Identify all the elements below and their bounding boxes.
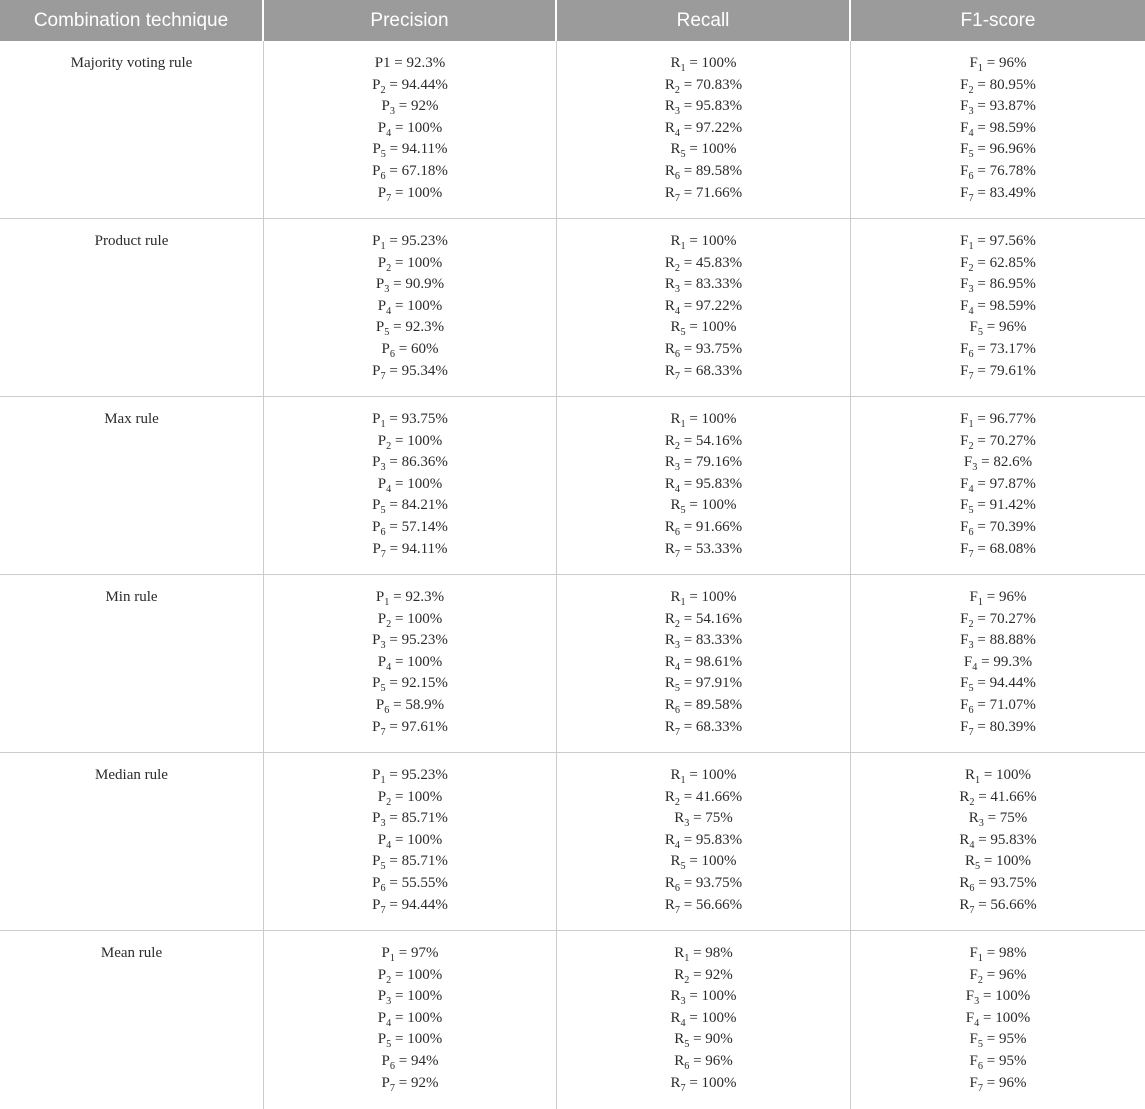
metric-line: $P_5 = 84.21\%$ bbox=[372, 497, 448, 517]
metric-line: $F_2 = 80.95\%$ bbox=[960, 76, 1036, 96]
metric-line: $P_5 = 92.3\%$ bbox=[375, 319, 445, 339]
metric-line: $R_3 = 83.33\%$ bbox=[664, 276, 743, 296]
metric-line: $R_2 = 92\%$ bbox=[674, 966, 733, 986]
metric-line: $P_7 = 92\%$ bbox=[381, 1074, 439, 1094]
metric-line: $P_7 = 94.44\%$ bbox=[372, 896, 448, 916]
metric-line: $F_5 = 94.44\%$ bbox=[960, 675, 1036, 695]
metric-line: $P_6 = 55.55\%$ bbox=[372, 874, 448, 894]
metric-line: $F_2 = 62.85\%$ bbox=[960, 254, 1036, 274]
metric-line: $F_5 = 91.42\%$ bbox=[960, 497, 1036, 517]
metric-line: $F_1 = 98\%$ bbox=[969, 945, 1027, 964]
technique-cell bbox=[0, 219, 264, 396]
metric-line: $R_4 = 97.22\%$ bbox=[664, 297, 743, 317]
metric-line: $P_1 = 95.23\%$ bbox=[372, 233, 448, 252]
metric-line: $P_1 = 97\%$ bbox=[381, 945, 439, 964]
metric-line: $F_1 = 96\%$ bbox=[969, 55, 1027, 74]
recall-cell bbox=[557, 575, 851, 752]
metric-line: $F_4 = 97.87\%$ bbox=[960, 475, 1036, 495]
recall-cell bbox=[557, 753, 851, 930]
metric-line: $P_3 = 86.36\%$ bbox=[372, 454, 448, 474]
metric-line: $P_2 = 100\%$ bbox=[377, 254, 443, 274]
technique-cell bbox=[0, 397, 264, 574]
metric-line: $F_4 = 98.59\%$ bbox=[960, 119, 1036, 139]
table-body bbox=[0, 41, 1145, 1109]
metric-line: $R_2 = 70.83\%$ bbox=[664, 76, 743, 96]
f1-score-cell bbox=[851, 41, 1145, 218]
table-row bbox=[0, 219, 1145, 397]
metric-line: $P_5 = 92.15\%$ bbox=[372, 675, 448, 695]
metric-line: $R_1 = 100\%$ bbox=[670, 411, 737, 430]
metric-line: $P_5 = 85.71\%$ bbox=[372, 853, 448, 873]
metric-line: $P_2 = 100\%$ bbox=[377, 432, 443, 452]
metric-line: $R_2 = 45.83\%$ bbox=[664, 254, 743, 274]
table-header-row bbox=[0, 0, 1145, 41]
metric-line: $R_1 = 98\%$ bbox=[674, 945, 733, 964]
metric-line: $F_2 = 96\%$ bbox=[969, 966, 1027, 986]
metric-line: $R_4 = 98.61\%$ bbox=[664, 653, 743, 673]
metric-line: $F_4 = 99.3\%$ bbox=[963, 653, 1033, 673]
header-f1-score: F1-score bbox=[851, 0, 1145, 41]
technique-cell bbox=[0, 931, 264, 1109]
metric-line: $R_5 = 100\%$ bbox=[670, 319, 737, 339]
metric-line: $R_5 = 100\%$ bbox=[670, 497, 737, 517]
metric-line: $P_6 = 60\%$ bbox=[381, 340, 439, 360]
metric-line: $F_6 = 70.39\%$ bbox=[960, 518, 1036, 538]
metric-line: $R_5 = 100\%$ bbox=[964, 853, 1032, 873]
metric-line: $F_6 = 95\%$ bbox=[969, 1052, 1027, 1072]
table-row bbox=[0, 397, 1145, 575]
metric-line: $P_7 = 97.61\%$ bbox=[372, 718, 448, 738]
metric-line: $R_7 = 68.33\%$ bbox=[664, 718, 743, 738]
metric-line: $P_1 = 93.75\%$ bbox=[372, 411, 448, 430]
metric-line: $R_1 = 100\%$ bbox=[964, 767, 1032, 786]
metric-line: $P_3 = 95.23\%$ bbox=[372, 632, 448, 652]
metric-line: $R_1 = 100\%$ bbox=[670, 55, 737, 74]
metric-line: $P_1 = 92.3\%$ bbox=[375, 589, 445, 608]
metric-line: $R_3 = 95.83\%$ bbox=[664, 98, 743, 118]
metric-line: $F_4 = 100\%$ bbox=[965, 1009, 1031, 1029]
technique-label: Max rule bbox=[104, 411, 159, 427]
f1-score-cell bbox=[851, 219, 1145, 396]
technique-label: Median rule bbox=[95, 767, 168, 783]
metric-line: $P_2 = 100\%$ bbox=[377, 966, 443, 986]
technique-cell bbox=[0, 753, 264, 930]
metric-line: $F_5 = 96\%$ bbox=[969, 319, 1027, 339]
metric-line: $F_4 = 98.59\%$ bbox=[960, 297, 1036, 317]
metric-line: $R_3 = 75\%$ bbox=[674, 810, 733, 830]
metric-line: $R_5 = 97.91\%$ bbox=[664, 675, 743, 695]
metric-line: $R_6 = 93.75\%$ bbox=[959, 874, 1037, 894]
metric-line: $R_4 = 97.22\%$ bbox=[664, 119, 743, 139]
metric-line: $R_6 = 93.75\%$ bbox=[664, 340, 743, 360]
metric-line: $F_3 = 100\%$ bbox=[965, 988, 1031, 1008]
precision-cell bbox=[264, 219, 557, 396]
header-precision: Precision bbox=[264, 0, 557, 41]
metric-line: $P_2 = 94.44\%$ bbox=[372, 76, 448, 96]
technique-label: Mean rule bbox=[100, 945, 163, 961]
metric-line: $F_5 = 95\%$ bbox=[969, 1031, 1027, 1051]
metric-line: $P_7 = 94.11\%$ bbox=[372, 540, 448, 560]
metric-line: $F_1 = 97.56\%$ bbox=[960, 233, 1036, 252]
technique-cell bbox=[0, 41, 264, 218]
metric-line: $P_3 = 85.71\%$ bbox=[372, 810, 448, 830]
metric-line: $P_4 = 100\%$ bbox=[377, 653, 443, 673]
metric-line: $P_5 = 94.11\%$ bbox=[372, 141, 448, 161]
precision-cell bbox=[264, 575, 557, 752]
metric-line: $F_7 = 96\%$ bbox=[969, 1074, 1027, 1094]
metric-line: $P_2 = 100\%$ bbox=[377, 788, 443, 808]
metric-line: $R_5 = 100\%$ bbox=[670, 141, 737, 161]
metric-line: $P_7 = 100\%$ bbox=[377, 184, 443, 204]
metric-line: $P_7 = 95.34\%$ bbox=[372, 362, 448, 382]
precision-cell bbox=[264, 41, 557, 218]
metric-line: $P_6 = 94\%$ bbox=[381, 1052, 439, 1072]
metric-line: $R_4 = 95.83\%$ bbox=[664, 475, 743, 495]
metric-line: $F_7 = 68.08\%$ bbox=[960, 540, 1036, 560]
metric-line: $P_4 = 100\%$ bbox=[377, 1009, 443, 1029]
metric-line: $P_1 = 95.23\%$ bbox=[372, 767, 448, 786]
metric-line: $R_7 = 56.66\%$ bbox=[959, 896, 1037, 916]
metric-line: $R_6 = 89.58\%$ bbox=[664, 162, 743, 182]
precision-cell bbox=[264, 753, 557, 930]
metric-line: $R_4 = 100\%$ bbox=[670, 1009, 737, 1029]
metric-line: $P_6 = 67.18\%$ bbox=[372, 162, 448, 182]
recall-cell bbox=[557, 219, 851, 396]
metric-line: $R_3 = 79.16\%$ bbox=[664, 454, 743, 474]
metric-line: $R_7 = 68.33\%$ bbox=[664, 362, 743, 382]
metric-line: $P_5 = 100\%$ bbox=[377, 1031, 443, 1051]
metric-line: $P_4 = 100\%$ bbox=[377, 119, 443, 139]
metric-line: $P_6 = 58.9\%$ bbox=[375, 696, 445, 716]
metric-line: $R_1 = 100\%$ bbox=[670, 589, 737, 608]
metric-line: $R_6 = 91.66\%$ bbox=[664, 518, 743, 538]
metric-line: $R_1 = 100\%$ bbox=[670, 767, 737, 786]
metric-line: $F_2 = 70.27\%$ bbox=[960, 432, 1036, 452]
metric-line: $R_2 = 41.66\%$ bbox=[959, 788, 1037, 808]
metric-line: $R_4 = 95.83\%$ bbox=[664, 831, 743, 851]
metric-line: $R_6 = 93.75\%$ bbox=[664, 874, 743, 894]
metric-line: $R_2 = 41.66\%$ bbox=[664, 788, 743, 808]
metric-line: $P_4 = 100\%$ bbox=[377, 831, 443, 851]
table-row bbox=[0, 41, 1145, 219]
metric-line: $F_6 = 71.07\%$ bbox=[960, 696, 1036, 716]
metric-line: P1 = 92.3% bbox=[374, 55, 446, 71]
technique-cell bbox=[0, 575, 264, 752]
recall-cell bbox=[557, 397, 851, 574]
metric-line: $R_6 = 89.58\%$ bbox=[664, 696, 743, 716]
metric-line: $F_7 = 79.61\%$ bbox=[960, 362, 1036, 382]
metric-line: $F_7 = 83.49\%$ bbox=[960, 184, 1036, 204]
metric-line: $F_5 = 96.96\%$ bbox=[960, 141, 1036, 161]
metric-line: $R_7 = 56.66\%$ bbox=[664, 896, 743, 916]
metric-line: $R_2 = 54.16\%$ bbox=[664, 432, 743, 452]
precision-cell bbox=[264, 931, 557, 1109]
metric-line: $R_2 = 54.16\%$ bbox=[664, 610, 743, 630]
f1-score-cell bbox=[851, 397, 1145, 574]
recall-cell bbox=[557, 931, 851, 1109]
f1-score-cell bbox=[851, 753, 1145, 930]
metric-line: $R_3 = 100\%$ bbox=[670, 988, 737, 1008]
technique-label: Product rule bbox=[94, 233, 169, 249]
f1-score-cell bbox=[851, 575, 1145, 752]
metric-line: $P_2 = 100\%$ bbox=[377, 610, 443, 630]
metric-line: $F_6 = 73.17\%$ bbox=[960, 340, 1036, 360]
metric-line: $F_2 = 70.27\%$ bbox=[960, 610, 1036, 630]
metric-line: $F_1 = 96\%$ bbox=[969, 589, 1027, 608]
metric-line: $F_1 = 96.77\%$ bbox=[960, 411, 1036, 430]
metric-line: $R_3 = 75\%$ bbox=[968, 810, 1028, 830]
table-row bbox=[0, 575, 1145, 753]
metric-line: $R_7 = 71.66\%$ bbox=[664, 184, 743, 204]
header-recall: Recall bbox=[557, 0, 851, 41]
metric-line: $P_3 = 92\%$ bbox=[381, 98, 439, 118]
technique-label: Majority voting rule bbox=[70, 55, 193, 71]
metric-line: $R_7 = 53.33\%$ bbox=[664, 540, 743, 560]
metric-line: $F_3 = 93.87\%$ bbox=[960, 98, 1036, 118]
recall-cell bbox=[557, 41, 851, 218]
metric-line: $F_3 = 82.6\%$ bbox=[963, 454, 1033, 474]
metric-line: $F_3 = 88.88\%$ bbox=[960, 632, 1036, 652]
metric-line: $P_4 = 100\%$ bbox=[377, 475, 443, 495]
metric-line: $R_5 = 100\%$ bbox=[670, 853, 737, 873]
header-combination-technique: Combination technique bbox=[0, 0, 264, 41]
technique-label: Min rule bbox=[105, 589, 158, 605]
table-row bbox=[0, 931, 1145, 1109]
table-row bbox=[0, 753, 1145, 931]
metric-line: $F_6 = 76.78\%$ bbox=[960, 162, 1036, 182]
metric-line: $F_7 = 80.39\%$ bbox=[960, 718, 1036, 738]
metric-line: $P_3 = 90.9\%$ bbox=[375, 276, 445, 296]
metric-line: $F_3 = 86.95\%$ bbox=[960, 276, 1036, 296]
metric-line: $R_3 = 83.33\%$ bbox=[664, 632, 743, 652]
metric-line: $P_6 = 57.14\%$ bbox=[372, 518, 448, 538]
metric-line: $P_4 = 100\%$ bbox=[377, 297, 443, 317]
metric-line: $R_5 = 90\%$ bbox=[674, 1031, 733, 1051]
metric-line: $R_1 = 100\%$ bbox=[670, 233, 737, 252]
precision-cell bbox=[264, 397, 557, 574]
metric-line: $R_7 = 100\%$ bbox=[670, 1074, 737, 1094]
metric-line: $R_6 = 96\%$ bbox=[674, 1052, 733, 1072]
metric-line: $R_4 = 95.83\%$ bbox=[959, 831, 1037, 851]
metric-line: $P_3 = 100\%$ bbox=[377, 988, 443, 1008]
f1-score-cell bbox=[851, 931, 1145, 1109]
